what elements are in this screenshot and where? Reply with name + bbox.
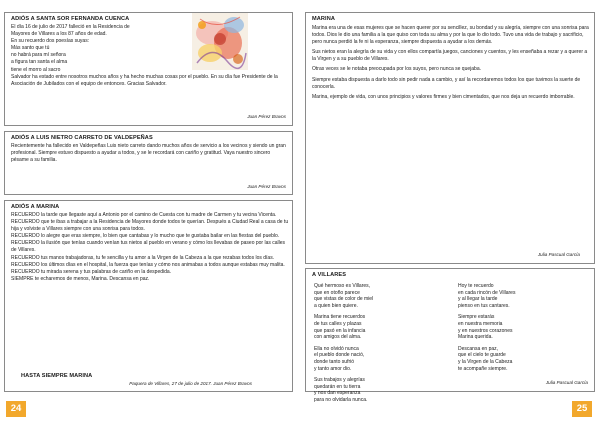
article-body: Recientemente ha fallecido en Valdepeñas Luis nieto carreto dando muchos años de servicio a los vecinos y siendo un gran profesional. Siempre estuvo dispuesto a ayudar a todos, y se le recordará con cariño y gratitud. Vaya nuestro sincero pésame a su familia. [11, 143, 286, 164]
verse-line: Marina tiene recuerdos [314, 314, 366, 321]
article-title: MARINA [312, 16, 335, 22]
intro-line: tiene el morro al sacro [11, 66, 61, 73]
marina-paragraph: Marina era una de esas mujeres que se hacen querer por su sencillez, su bondad y su alegría, siempre con una sonrisa para todos. Dios le dio una familia a la que quiso con toda su alma y por la que lo dio todo. Tuvo una vida de trabajo y sacrificio, pero nunca perdió la fe ni la esperanza, siempre dispuesta a ayudar a los demás. [312, 25, 589, 46]
article-intro [11, 24, 191, 74]
verse-line: que el cielo te guarde [458, 352, 506, 359]
verse-line: Descansa en paz, [458, 345, 499, 352]
verse-line: en cada rincón de Villares [458, 289, 516, 296]
article-signature: Paquera de Villares, 27 de julio de 2017. Juan Pérez Bravos [129, 381, 252, 386]
verse-line: Hoy te recuerdo [458, 283, 494, 289]
verse-line: en nuestra memoria [458, 321, 503, 328]
marina-paragraph: Otras veces se le notaba preocupada por los suyos, pero nunca se quejaba. [312, 66, 481, 73]
verse-line: pienso en tus cantares. [458, 303, 510, 310]
verse-line: quedarán en tu tierra [314, 383, 361, 390]
article-paragraphs [11, 212, 289, 283]
verse-line: que en otoño parece [314, 289, 360, 296]
article-adios-marina [4, 200, 293, 392]
poem-stanza [314, 314, 442, 341]
intro-line: El día 16 de julio de 2017 falleció en la Residencia de [11, 24, 130, 30]
article-title: ADIÓS A SANTA SOR FERNANDA CUENCA [11, 16, 130, 22]
verse-line: y nos dan esperanza [314, 390, 361, 397]
poem-stanza [314, 283, 442, 310]
verse-line: que pasó en la infancia [314, 327, 366, 334]
recuerdo-paragraph: RECUERDO la ilusión que tenías cuando venían tus nietos al pueblo en verano y cómo los llevabas de paseo por las calles de Villares. [11, 240, 286, 254]
intro-line: Mayores de Villares a los 87 años de edad. [11, 31, 107, 38]
article-a-villares [305, 268, 595, 404]
closing-title: HASTA SIEMPRE MARINA [21, 373, 93, 379]
verse-line: a quien bien quiere. [314, 303, 358, 310]
verse-line: Siempre estarás [458, 314, 495, 321]
article-title: A VILLARES [312, 272, 347, 278]
poem-column-left [314, 283, 442, 408]
page-number-right: 25 [572, 401, 592, 417]
verse-line: Marina querida. [458, 334, 493, 341]
poem-stanza [314, 377, 442, 404]
verse-line: con amigos del alma. [314, 334, 362, 341]
article-luis-nieto [4, 131, 293, 195]
poem-stanza [458, 314, 588, 341]
verse-line: Sus trabajos y alegrías [314, 376, 365, 383]
intro-line: a figura tan santa el alma [11, 59, 68, 66]
recuerdo-paragraph: RECUERDO que te ibas a trabajar a la Residencia de Mayores donde todos te querían. Después a Ciudad Real a casa de tu hija y volviste a Villares siempre con una sonrisa para todos. [11, 219, 289, 233]
recuerdo-paragraph: RECUERDO tu mirada serena y tus palabras de cariño en la despedida. [11, 268, 172, 275]
verse-line: de tus calles y plazas [314, 321, 362, 328]
verse-line: y en nuestros corazones [458, 327, 513, 334]
verse-line: y tanto amor dio. [314, 365, 352, 372]
marina-paragraph: Siempre estaba dispuesta a darlo todo sin pedir nada a cambio, y así la recordaremos todos los que tuvimos la suerte de conocerla. [312, 76, 581, 90]
article-title: ADIÓS A MARINA [11, 204, 60, 210]
verse-line: y al llegar la tarde [458, 296, 498, 303]
article-marina [305, 12, 595, 264]
poem-stanza [458, 346, 588, 373]
article-sor-fernanda [4, 12, 293, 126]
verse-line: el pueblo donde nació, [314, 352, 365, 359]
article-signature: Julia Pascual García [537, 252, 580, 257]
article-paragraphs [312, 25, 590, 101]
marina-paragraph: Marina, ejemplo de vida, con unos principios y valores firmes y bien cimentados, que nos deja un recuerdo imborrable. [312, 93, 575, 100]
poem-stanza [458, 283, 588, 310]
intro-line: En su recuerdo dos poesías suyas: [11, 38, 90, 45]
verse-line: donde tanto sufrió [314, 359, 355, 366]
article-signature: Juan Pérez Bravos [247, 184, 286, 189]
page-number-left: 24 [6, 401, 26, 417]
verse-line: que vistas de color de miel [314, 296, 374, 303]
intro-line: no habrá para mí señora [11, 52, 66, 59]
poem-column-right [458, 283, 588, 377]
recuerdo-paragraph: RECUERDO los últimos días en el hospital, la fuerza que tenías y cómo nos animabas a todos aunque estabas muy malita. [11, 261, 285, 268]
article-body: Salvador ha estado entre nosotros muchos años y ha hecho muchas cosas por el pueblo. En su día fue Presidente de la Asociación de Jubilados con el equipo de entonces. Gracias Salvador. [11, 74, 278, 88]
verse-line: te acompañe siempre. [458, 365, 508, 372]
abstract-painting-image [192, 13, 248, 70]
intro-line: Más santo que tú [11, 45, 50, 52]
article-signature: Julia Pascual García [545, 380, 588, 385]
recuerdo-paragraph: RECUERDO la tarde que llegaste aquí a Antonio por el camino de Cuesta con tu madre de Carmen y tu vecina Vicenta. [11, 212, 277, 218]
poem-stanza [314, 346, 442, 373]
marina-paragraph: Sus nietos eran la alegría de su vida y con ellos compartía juegos, canciones y cuentos, y les enseñaba a rezar y a querer a la Virgen y a su pueblo de Villares. [312, 49, 588, 63]
verse-line: para no olvidarla nunca. [314, 397, 368, 404]
article-signature: Juan Pérez Bravos [247, 114, 286, 119]
recuerdo-paragraph: SIEMPRE te echaremos de menos, Marina. Descansa en paz. [11, 275, 150, 282]
verse-line: Qué hermoso es Villares, [314, 283, 371, 289]
recuerdo-paragraph: RECUERDO tus manos trabajadoras, tu fe sencilla y tu amor a la Virgen de la Cabeza a la que rezabas todos los días. [11, 254, 275, 261]
recuerdo-paragraph: RECUERDO lo alegre que eras siempre, lo bien que cantabas y lo mucho que te gustaba bailar en las fiestas del pueblo. [11, 233, 280, 240]
right-page [300, 0, 600, 424]
verse-line: Ella no olvidó nunca [314, 345, 359, 352]
article-title: ADIÓS A LUIS NIETRO CARRETO DE VALDEPEÑAS [11, 135, 153, 141]
verse-line: y la Virgen de la Cabeza [458, 359, 513, 366]
